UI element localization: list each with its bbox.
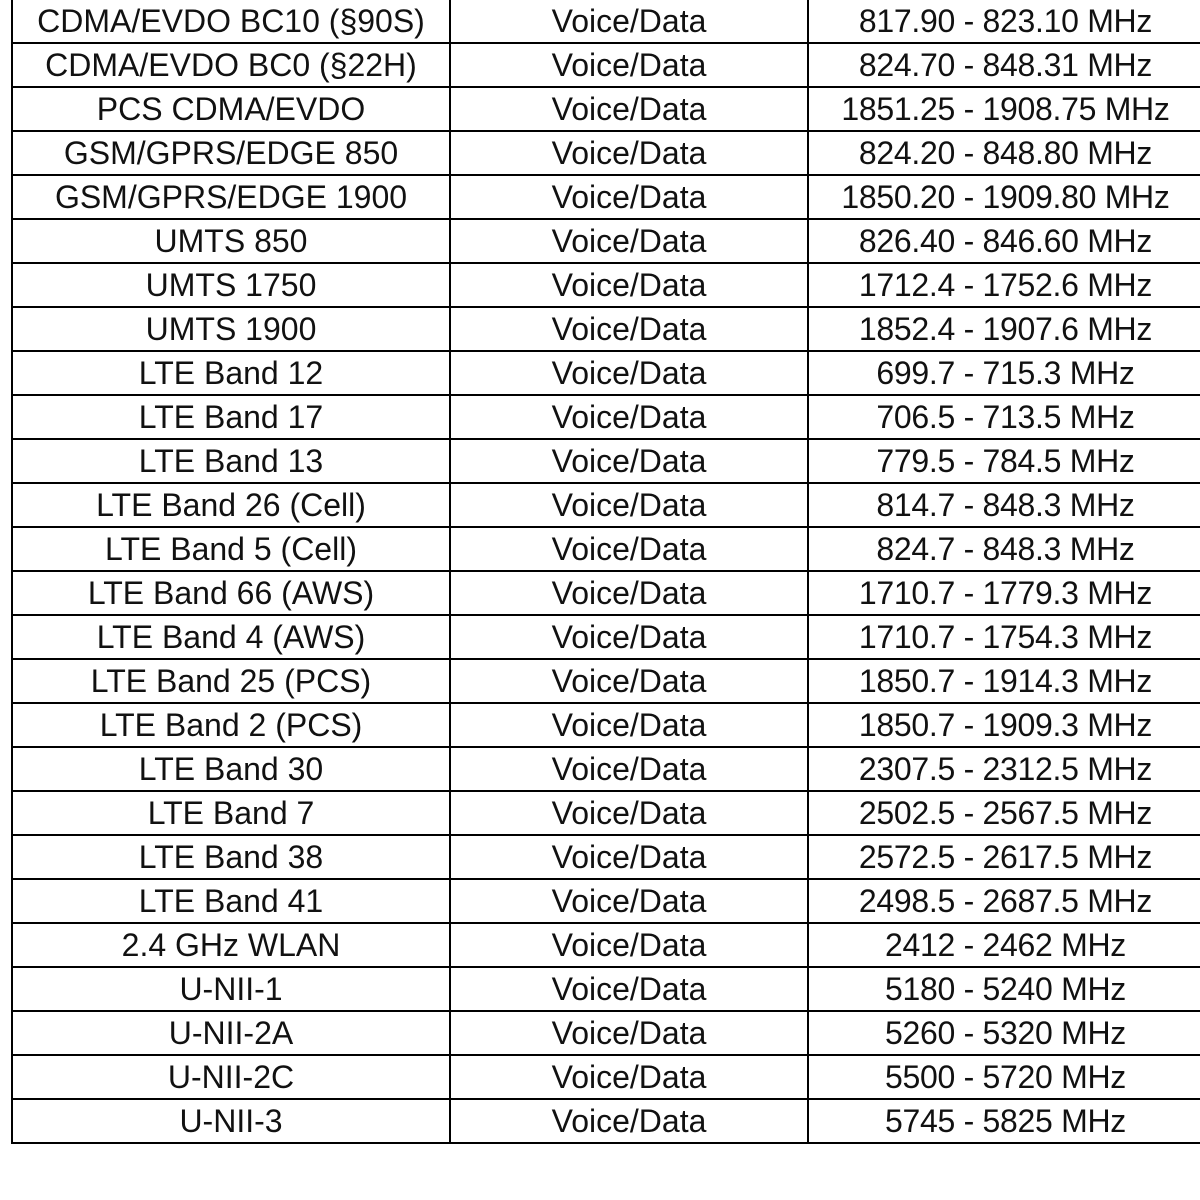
frequency-cell	[808, 43, 1200, 87]
type-cell: Voice/Data	[450, 791, 808, 835]
table-row	[12, 439, 1200, 483]
table-body	[12, 0, 1200, 1143]
type-cell: Voice/Data	[450, 703, 808, 747]
technology-cell: U-NII-2C	[12, 1055, 450, 1099]
technology-cell: LTE Band 12	[12, 351, 450, 395]
frequency-cell	[808, 703, 1200, 747]
table-row	[12, 1011, 1200, 1055]
frequency-cell	[808, 1011, 1200, 1055]
frequency-cell	[808, 395, 1200, 439]
frequency-text: 706.5 - 713.5 MHz	[876, 399, 1135, 435]
frequency-text: 824.70 - 848.31 MHz	[858, 47, 1153, 83]
frequency-text: 779.5 - 784.5 MHz	[876, 443, 1135, 479]
type-cell: Voice/Data	[450, 219, 808, 263]
frequency-text: 2307.5 - 2312.5 MHz	[858, 751, 1153, 787]
frequency-text: 699.7 - 715.3 MHz	[876, 355, 1135, 391]
table-row	[12, 0, 1200, 43]
frequency-text: 814.7 - 848.3 MHz	[876, 487, 1135, 523]
frequency-cell	[808, 263, 1200, 307]
frequency-cell	[808, 131, 1200, 175]
frequency-cell	[808, 967, 1200, 1011]
type-cell: Voice/Data	[450, 923, 808, 967]
technology-cell: GSM/GPRS/EDGE 850	[12, 131, 450, 175]
frequency-text: 826.40 - 846.60 MHz	[858, 223, 1153, 259]
type-cell: Voice/Data	[450, 659, 808, 703]
table-row	[12, 747, 1200, 791]
table-row	[12, 967, 1200, 1011]
technology-cell: LTE Band 4 (AWS)	[12, 615, 450, 659]
table-row	[12, 703, 1200, 747]
frequency-cell	[808, 0, 1200, 43]
technology-cell: LTE Band 7	[12, 791, 450, 835]
frequency-cell	[808, 175, 1200, 219]
technology-cell: LTE Band 38	[12, 835, 450, 879]
bottom-edge	[0, 1188, 1200, 1200]
type-cell: Voice/Data	[450, 395, 808, 439]
table-row	[12, 175, 1200, 219]
technology-cell: LTE Band 5 (Cell)	[12, 527, 450, 571]
frequency-text: 1712.4 - 1752.6 MHz	[858, 267, 1153, 303]
frequency-text: 1851.25 - 1908.75 MHz	[841, 91, 1170, 127]
type-cell: Voice/Data	[450, 967, 808, 1011]
frequency-text: 817.90 - 823.10 MHz	[858, 3, 1153, 39]
frequency-cell	[808, 1055, 1200, 1099]
technology-cell: U-NII-2A	[12, 1011, 450, 1055]
technology-cell: LTE Band 26 (Cell)	[12, 483, 450, 527]
type-cell: Voice/Data	[450, 1099, 808, 1143]
frequency-text: 2412 - 2462 MHz	[885, 927, 1126, 963]
frequency-text: 5180 - 5240 MHz	[885, 971, 1126, 1007]
frequency-text: 5500 - 5720 MHz	[885, 1059, 1126, 1095]
table-row	[12, 87, 1200, 131]
technology-cell: CDMA/EVDO BC0 (§22H)	[12, 43, 450, 87]
frequency-cell	[808, 307, 1200, 351]
technology-cell: LTE Band 2 (PCS)	[12, 703, 450, 747]
table-row	[12, 219, 1200, 263]
type-cell: Voice/Data	[450, 615, 808, 659]
type-cell: Voice/Data	[450, 1055, 808, 1099]
frequency-cell	[808, 219, 1200, 263]
technology-cell: CDMA/EVDO BC10 (§90S)	[12, 0, 450, 43]
table-row	[12, 351, 1200, 395]
frequency-text: 824.20 - 848.80 MHz	[858, 135, 1153, 171]
table-row	[12, 307, 1200, 351]
type-cell: Voice/Data	[450, 131, 808, 175]
frequency-cell	[808, 791, 1200, 835]
frequency-text: 5745 - 5825 MHz	[885, 1103, 1126, 1139]
type-cell: Voice/Data	[450, 879, 808, 923]
frequency-text: 1850.20 - 1909.80 MHz	[841, 179, 1170, 215]
frequency-text: 5260 - 5320 MHz	[885, 1015, 1126, 1051]
frequency-cell	[808, 835, 1200, 879]
type-cell: Voice/Data	[450, 747, 808, 791]
type-cell: Voice/Data	[450, 263, 808, 307]
frequency-text: 1852.4 - 1907.6 MHz	[858, 311, 1153, 347]
type-cell: Voice/Data	[450, 307, 808, 351]
frequency-cell	[808, 923, 1200, 967]
table-row	[12, 923, 1200, 967]
type-cell: Voice/Data	[450, 439, 808, 483]
type-cell: Voice/Data	[450, 835, 808, 879]
technology-cell: UMTS 1750	[12, 263, 450, 307]
technology-cell: LTE Band 41	[12, 879, 450, 923]
technology-cell: U-NII-3	[12, 1099, 450, 1143]
type-cell: Voice/Data	[450, 0, 808, 43]
technology-cell: 2.4 GHz WLAN	[12, 923, 450, 967]
frequency-band-table	[11, 0, 1200, 1144]
table-row	[12, 1099, 1200, 1143]
frequency-cell	[808, 879, 1200, 923]
frequency-cell	[808, 527, 1200, 571]
frequency-text: 824.7 - 848.3 MHz	[876, 531, 1135, 567]
frequency-cell	[808, 747, 1200, 791]
table-row	[12, 659, 1200, 703]
frequency-cell	[808, 439, 1200, 483]
technology-cell: LTE Band 30	[12, 747, 450, 791]
technology-cell: U-NII-1	[12, 967, 450, 1011]
type-cell: Voice/Data	[450, 571, 808, 615]
frequency-text: 1710.7 - 1754.3 MHz	[858, 619, 1153, 655]
frequency-cell	[808, 351, 1200, 395]
type-cell: Voice/Data	[450, 1011, 808, 1055]
frequency-text: 1710.7 - 1779.3 MHz	[858, 575, 1153, 611]
type-cell: Voice/Data	[450, 351, 808, 395]
table-row	[12, 395, 1200, 439]
frequency-text: 1850.7 - 1914.3 MHz	[858, 663, 1153, 699]
table-row	[12, 571, 1200, 615]
type-cell: Voice/Data	[450, 43, 808, 87]
technology-cell: LTE Band 25 (PCS)	[12, 659, 450, 703]
frequency-text: 1850.7 - 1909.3 MHz	[858, 707, 1153, 743]
technology-cell: LTE Band 17	[12, 395, 450, 439]
table-row	[12, 527, 1200, 571]
frequency-cell	[808, 483, 1200, 527]
table-row	[12, 483, 1200, 527]
type-cell: Voice/Data	[450, 175, 808, 219]
frequency-cell	[808, 659, 1200, 703]
technology-cell: LTE Band 13	[12, 439, 450, 483]
type-cell: Voice/Data	[450, 87, 808, 131]
technology-cell: PCS CDMA/EVDO	[12, 87, 450, 131]
type-cell: Voice/Data	[450, 483, 808, 527]
technology-cell: UMTS 1900	[12, 307, 450, 351]
table-row	[12, 791, 1200, 835]
table-row	[12, 43, 1200, 87]
frequency-cell	[808, 1099, 1200, 1143]
technology-cell: GSM/GPRS/EDGE 1900	[12, 175, 450, 219]
frequency-cell	[808, 615, 1200, 659]
frequency-text: 2572.5 - 2617.5 MHz	[858, 839, 1153, 875]
frequency-cell	[808, 87, 1200, 131]
table-row	[12, 131, 1200, 175]
table-row	[12, 1055, 1200, 1099]
table-row	[12, 835, 1200, 879]
type-cell: Voice/Data	[450, 527, 808, 571]
technology-cell: UMTS 850	[12, 219, 450, 263]
table-row	[12, 263, 1200, 307]
frequency-text: 2502.5 - 2567.5 MHz	[858, 795, 1153, 831]
table-row	[12, 879, 1200, 923]
frequency-text: 2498.5 - 2687.5 MHz	[858, 883, 1153, 919]
technology-cell: LTE Band 66 (AWS)	[12, 571, 450, 615]
table-row	[12, 615, 1200, 659]
frequency-cell	[808, 571, 1200, 615]
